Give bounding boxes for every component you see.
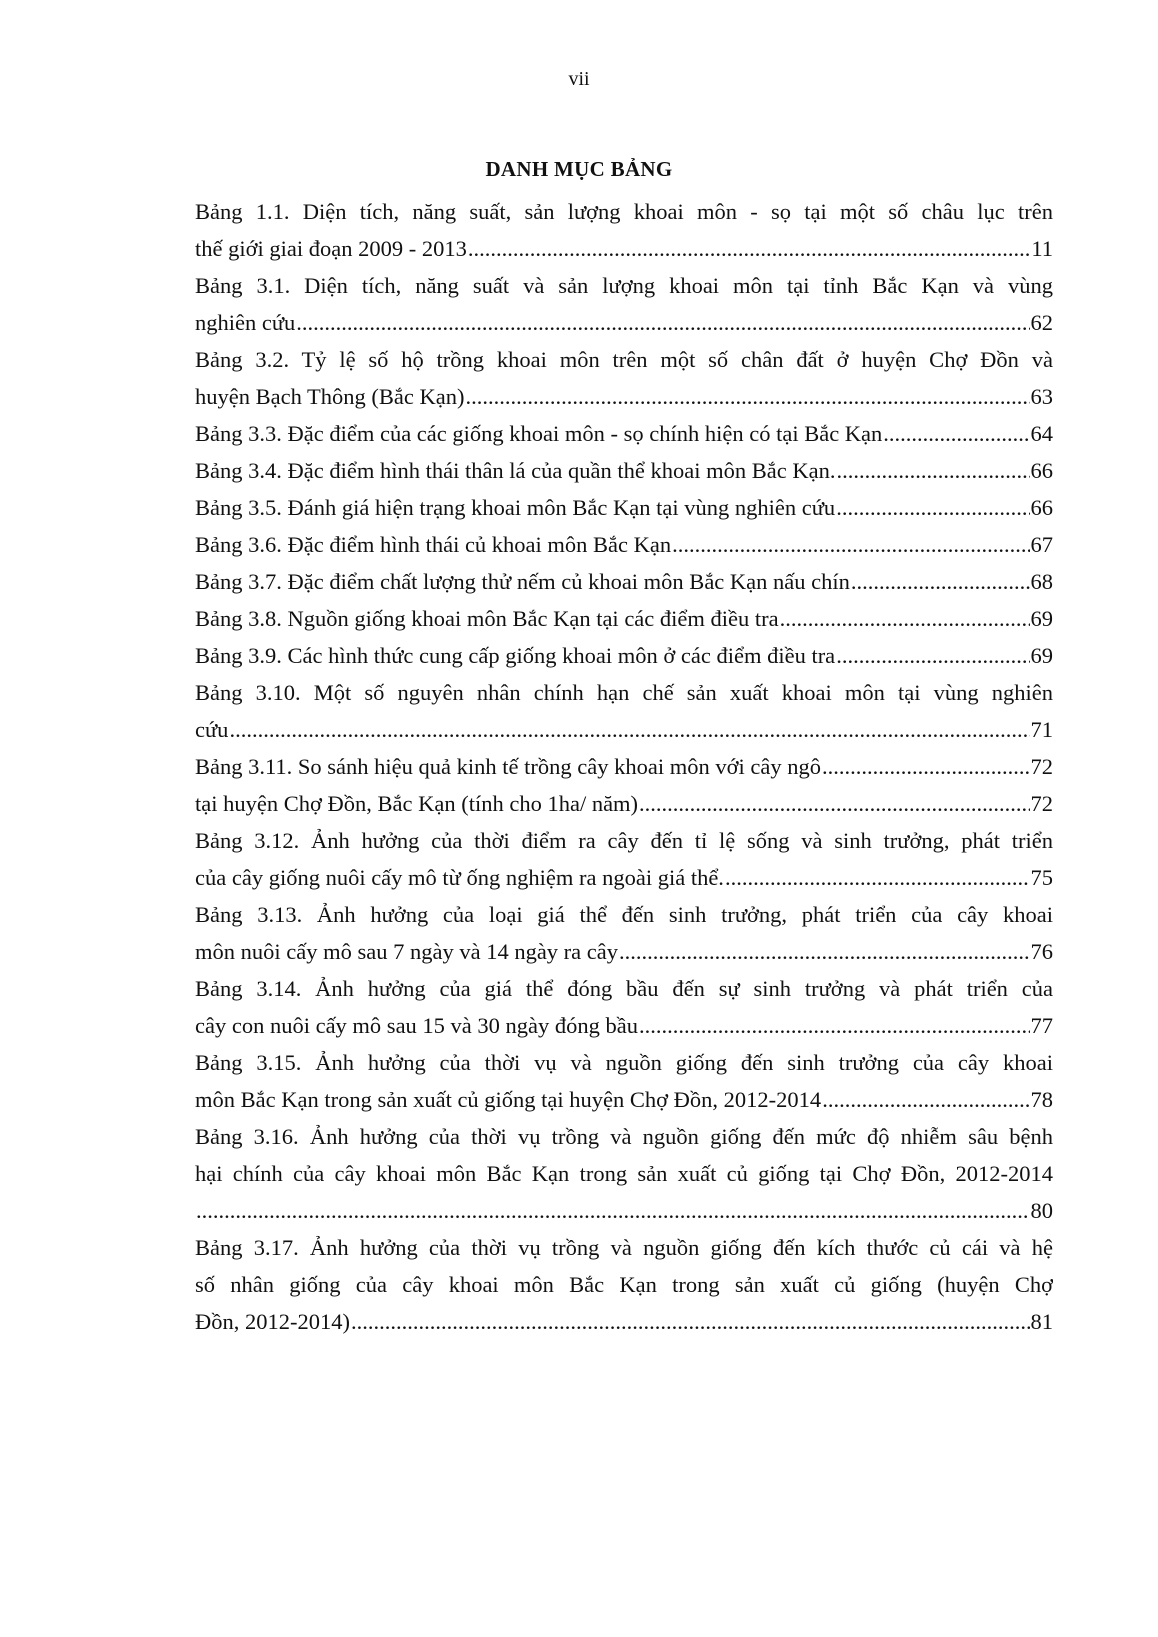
entry-leader-line <box>195 1007 1053 1044</box>
page-number: vii <box>568 68 590 90</box>
dot-leader <box>883 415 1029 452</box>
entry-page-number: 69 <box>1030 643 1053 668</box>
entry-title: môn nuôi cấy mô sau 7 ngày và 14 ngày ra cây <box>195 939 619 964</box>
entry-title: của cây giống nuôi cấy mô từ ống nghiệm ra ngoài giá thể. <box>195 865 724 890</box>
entry-page-number: 11 <box>1031 236 1053 261</box>
entry-page-number: 66 <box>1030 458 1053 483</box>
dot-leader <box>780 600 1030 637</box>
entry-text-line: Bảng 3.13. Ảnh hưởng của loại giá thể đến sinh trưởng, phát triển của cây khoai <box>195 902 1053 927</box>
entry-page-number: 80 <box>1030 1198 1053 1223</box>
entry-leader-line <box>195 785 1053 822</box>
entry-text-line: Bảng 3.17. Ảnh hưởng của thời vụ trồng và nguồn giống đến kích thước củ cái và hệ <box>195 1235 1053 1260</box>
entry-title: cứu <box>195 717 229 742</box>
entry-leader-line <box>195 415 1053 452</box>
entry-page-number: 81 <box>1030 1309 1053 1334</box>
entry-leader-line <box>195 563 1053 600</box>
entry-leader-line <box>195 526 1053 563</box>
dot-leader <box>822 748 1030 785</box>
table-entry[interactable] <box>195 1044 1053 1118</box>
entry-leader-line <box>195 748 1053 785</box>
entry-title: Bảng 3.6. Đặc điểm hình thái củ khoai môn Bắc Kạn <box>195 532 672 557</box>
entry-leader-line <box>195 711 1053 748</box>
entry-leader-line <box>195 1081 1053 1118</box>
table-entry[interactable] <box>195 748 1053 785</box>
dot-leader <box>468 230 1030 267</box>
table-entry[interactable] <box>195 415 1053 452</box>
table-entry[interactable] <box>195 822 1053 896</box>
entry-title: Bảng 3.7. Đặc điểm chất lượng thử nếm củ khoai môn Bắc Kạn nấu chín <box>195 569 850 594</box>
entry-leader-line <box>195 1303 1053 1340</box>
dot-leader <box>836 452 1029 489</box>
entry-title: Bảng 3.11. So sánh hiệu quả kinh tế trồng cây khoai môn với cây ngô <box>195 754 821 779</box>
entry-page-number: 68 <box>1030 569 1053 594</box>
entry-page-number: 72 <box>1030 791 1053 816</box>
entry-page-number: 69 <box>1030 606 1053 631</box>
entry-text-line: Bảng 3.10. Một số nguyên nhân chính hạn chế sản xuất khoai môn tại vùng nghiên <box>195 680 1053 705</box>
table-entry[interactable] <box>195 452 1053 489</box>
entry-text-line: Bảng 3.16. Ảnh hưởng của thời vụ trồng và nguồn giống đến mức độ nhiễm sâu bệnh <box>195 1124 1053 1149</box>
table-entry[interactable] <box>195 341 1053 415</box>
entry-title: Bảng 3.9. Các hình thức cung cấp giống khoai môn ở các điểm điều tra <box>195 643 836 668</box>
entry-title: Đồn, 2012-2014) <box>195 1309 350 1334</box>
entry-page-number: 78 <box>1030 1087 1053 1112</box>
dot-leader <box>229 711 1029 748</box>
table-entry[interactable] <box>195 526 1053 563</box>
entry-page-number: 62 <box>1030 310 1053 335</box>
table-entry[interactable] <box>195 1118 1053 1229</box>
entry-page-number: 77 <box>1030 1013 1053 1038</box>
entry-title: huyện Bạch Thông (Bắc Kạn) <box>195 384 465 409</box>
entry-title: cây con nuôi cấy mô sau 15 và 30 ngày đóng bầu <box>195 1013 639 1038</box>
dot-leader <box>822 1081 1029 1118</box>
entry-text-line: số nhân giống của cây khoai môn Bắc Kạn trong sản xuất củ giống (huyện Chợ <box>195 1272 1053 1297</box>
entry-leader-line <box>195 378 1053 415</box>
dot-leader <box>296 304 1029 341</box>
entry-title: môn Bắc Kạn trong sản xuất củ giống tại huyện Chợ Đồn, 2012-2014 <box>195 1087 822 1112</box>
entry-leader-line <box>195 859 1053 896</box>
entry-title: Bảng 3.4. Đặc điểm hình thái thân lá của quần thể khoai môn Bắc Kạn. <box>195 458 836 483</box>
table-entry[interactable] <box>195 193 1053 267</box>
table-entry[interactable] <box>195 489 1053 526</box>
table-entry[interactable] <box>195 267 1053 341</box>
entry-page-number: 71 <box>1030 717 1053 742</box>
entry-title: Bảng 3.3. Đặc điểm của các giống khoai môn - sọ chính hiện có tại Bắc Kạn <box>195 421 883 446</box>
entry-text-line: Bảng 3.14. Ảnh hưởng của giá thể đóng bầu đến sự sinh trưởng và phát triển của <box>195 976 1053 1001</box>
table-entry[interactable] <box>195 600 1053 637</box>
table-entry[interactable] <box>195 896 1053 970</box>
entry-page-number: 64 <box>1030 421 1053 446</box>
entry-text-line: Bảng 3.15. Ảnh hưởng của thời vụ và nguồn giống đến sinh trưởng của cây khoai <box>195 1050 1053 1075</box>
entry-leader-line <box>195 230 1053 267</box>
entry-page-number: 72 <box>1030 754 1053 779</box>
entry-leader-line <box>195 452 1053 489</box>
entry-text-line: Bảng 3.1. Diện tích, năng suất và sản lượng khoai môn tại tỉnh Bắc Kạn và vùng <box>195 273 1053 298</box>
dot-leader <box>619 933 1029 970</box>
entry-leader-line <box>195 600 1053 637</box>
dot-leader <box>466 378 1030 415</box>
entry-text-line: hại chính của cây khoai môn Bắc Kạn trong sản xuất củ giống tại Chợ Đồn, 2012-2014 <box>195 1161 1053 1186</box>
entry-title: Bảng 3.8. Nguồn giống khoai môn Bắc Kạn tại các điểm điều tra <box>195 606 779 631</box>
table-entry[interactable] <box>195 785 1053 822</box>
entry-page-number: 75 <box>1030 865 1053 890</box>
entry-leader-line <box>195 304 1053 341</box>
table-entry[interactable] <box>195 637 1053 674</box>
page-title: DANH MỤC BẢNG <box>485 157 673 181</box>
entry-leader-line <box>195 933 1053 970</box>
entry-page-number: 76 <box>1030 939 1053 964</box>
entry-page-number: 66 <box>1030 495 1053 520</box>
entry-leader-line <box>195 637 1053 674</box>
entry-title: Bảng 3.5. Đánh giá hiện trạng khoai môn Bắc Kạn tại vùng nghiên cứu <box>195 495 836 520</box>
entry-leader-line <box>195 489 1053 526</box>
entry-text-line: Bảng 3.12. Ảnh hưởng của thời điểm ra cây đến tỉ lệ sống và sinh trưởng, phát triển <box>195 828 1053 853</box>
entry-leader-line <box>195 1192 1053 1229</box>
dot-leader <box>639 785 1029 822</box>
dot-leader <box>196 1192 1030 1229</box>
entry-page-number: 63 <box>1030 384 1053 409</box>
entry-text-line: Bảng 3.2. Tỷ lệ số hộ trồng khoai môn trên một số chân đất ở huyện Chợ Đồn và <box>195 347 1053 372</box>
table-entry[interactable] <box>195 563 1053 600</box>
table-list <box>195 193 1053 1340</box>
dot-leader <box>851 563 1030 600</box>
table-entry[interactable] <box>195 1229 1053 1340</box>
dot-leader <box>725 859 1030 896</box>
entry-title: tại huyện Chợ Đồn, Bắc Kạn (tính cho 1ha/ năm) <box>195 791 639 816</box>
table-entry[interactable] <box>195 674 1053 748</box>
dot-leader <box>351 1303 1030 1340</box>
entry-title: nghiên cứu <box>195 310 296 335</box>
dot-leader <box>672 526 1029 563</box>
entry-title: thế giới giai đoạn 2009 - 2013 <box>195 236 467 261</box>
entry-page-number: 67 <box>1030 532 1053 557</box>
dot-leader <box>836 489 1029 526</box>
dot-leader <box>836 637 1029 674</box>
entry-text-line: Bảng 1.1. Diện tích, năng suất, sản lượng khoai môn - sọ tại một số châu lục trên <box>195 199 1053 224</box>
dot-leader <box>639 1007 1029 1044</box>
table-entry[interactable] <box>195 970 1053 1044</box>
